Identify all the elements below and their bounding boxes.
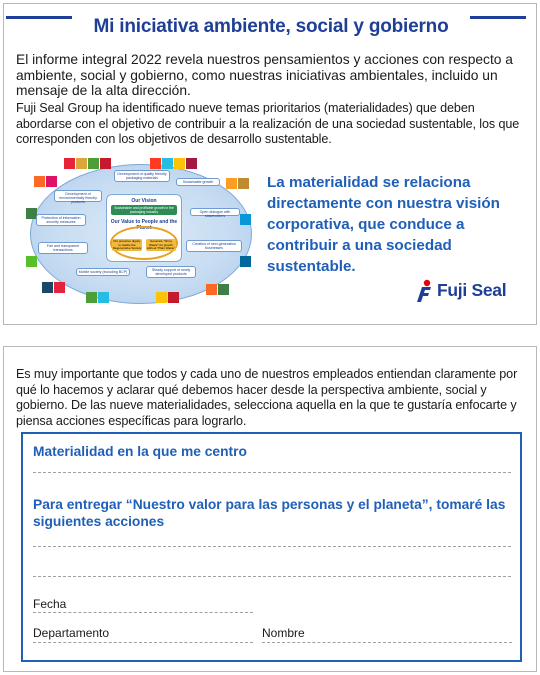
page-title: Mi iniciativa ambiente, social y gobierno: [72, 14, 470, 40]
materiality-diagram: [26, 156, 256, 310]
value-pill-right: Generate "Shiny Waste" for growth without "Plain Waste": [146, 239, 176, 251]
sdg-icon: [162, 158, 173, 169]
materiality-statement: La materialidad se relaciona directamente con nuestra visión corporativa, que conduce a contribuir a una sociedad sustentable.: [267, 174, 500, 275]
sdg-icon: [238, 178, 249, 189]
sdg-icon: [26, 256, 37, 267]
fecha-label: Fecha: [33, 597, 67, 611]
sdg-icon: [42, 282, 53, 293]
sdg-icon: [240, 214, 251, 225]
sdg-icon: [156, 292, 167, 303]
actions-write-line-1[interactable]: [33, 546, 511, 547]
materiality-box: Fair and transparent transactions: [38, 242, 88, 254]
actions-write-line-2[interactable]: [33, 576, 511, 577]
materiality-box: Development of quality friendly packaging materials: [114, 170, 170, 182]
group-paragraph: Fuji Seal Group ha identificado nueve temas prioritarios (materialidades) que deben abordarse con el objetivo de contribuir a la realización de una sociedad sustentable, los que corresponden con los objetivos de desarrollo sustentable.: [16, 101, 520, 146]
materiality-box: Development of environmentally friendly products: [54, 190, 102, 202]
sdg-icon: [100, 158, 111, 169]
materiality-box: Sustainable growth: [176, 178, 220, 186]
sdg-icon: [76, 158, 87, 169]
departamento-label: Departamento: [33, 626, 110, 640]
sdg-icon: [34, 176, 45, 187]
materiality-write-line[interactable]: [33, 472, 511, 473]
fuji-seal-logo-icon: [413, 279, 435, 303]
sdg-icon: [240, 256, 251, 267]
sdg-icon: [174, 158, 185, 169]
materiality-box: Mobile society (including BCP): [76, 268, 130, 276]
sdg-icon: [86, 292, 97, 303]
sdg-icon: [150, 158, 161, 169]
sdg-icon: [98, 292, 109, 303]
departamento-write-line[interactable]: [33, 642, 253, 643]
sdg-icon: [54, 282, 65, 293]
fuji-seal-logo: [413, 278, 523, 304]
sdg-icon: [226, 178, 237, 189]
sdg-icon: [88, 158, 99, 169]
value-label: Our Value to People and the Planet: [110, 219, 178, 231]
sdg-icon: [186, 158, 197, 169]
form-actions-heading: Para entregar “Nuestro valor para las personas y el planeta”, tomaré las siguientes acciones: [33, 497, 506, 529]
sdg-icon: [46, 176, 57, 187]
vision-text: Sustainable and profitable growth in the packaging industry: [111, 205, 177, 215]
materiality-box: Steady support of newly developed products: [146, 266, 196, 278]
sdg-icon: [206, 284, 217, 295]
materiality-box: Protection of information security measures: [36, 214, 86, 226]
sdg-icon: [168, 292, 179, 303]
sdg-icon: [64, 158, 75, 169]
importance-paragraph: Es muy importante que todos y cada uno de nuestros empleados entiendan claramente por qué lo hacemos y aclarar qué debemos hacer desde la perspectiva ambiente, social y gobierno. De las nueve materialidades, selecciona aquella en la que te gustaría enfocarte y piensa acciones específicas para lograrlo.: [16, 367, 518, 428]
logo-text: Fuji Seal: [437, 280, 507, 300]
action-form: [21, 432, 522, 662]
materiality-box: Creation of next-generation businesses: [186, 240, 242, 252]
fecha-write-line[interactable]: [33, 612, 253, 613]
vision-label: Our Vision: [131, 198, 157, 204]
sdg-icon: [218, 284, 229, 295]
nombre-label: Nombre: [262, 626, 305, 640]
form-materiality-heading: Materialidad en la que me centro: [33, 444, 247, 459]
materiality-box: Open dialogue with stakeholders: [190, 208, 240, 216]
vision-value-box: [106, 194, 182, 262]
intro-paragraph: El informe integral 2022 revela nuestros pensamientos y acciones con respecto a ambiente, social y gobierno, como nuestras iniciativas ambientales, incluido un mensaje de la alta dirección.: [16, 52, 513, 98]
nombre-write-line[interactable]: [262, 642, 512, 643]
value-pill-left: Put proactive dignity to realize the Regenerative Society: [112, 239, 142, 251]
